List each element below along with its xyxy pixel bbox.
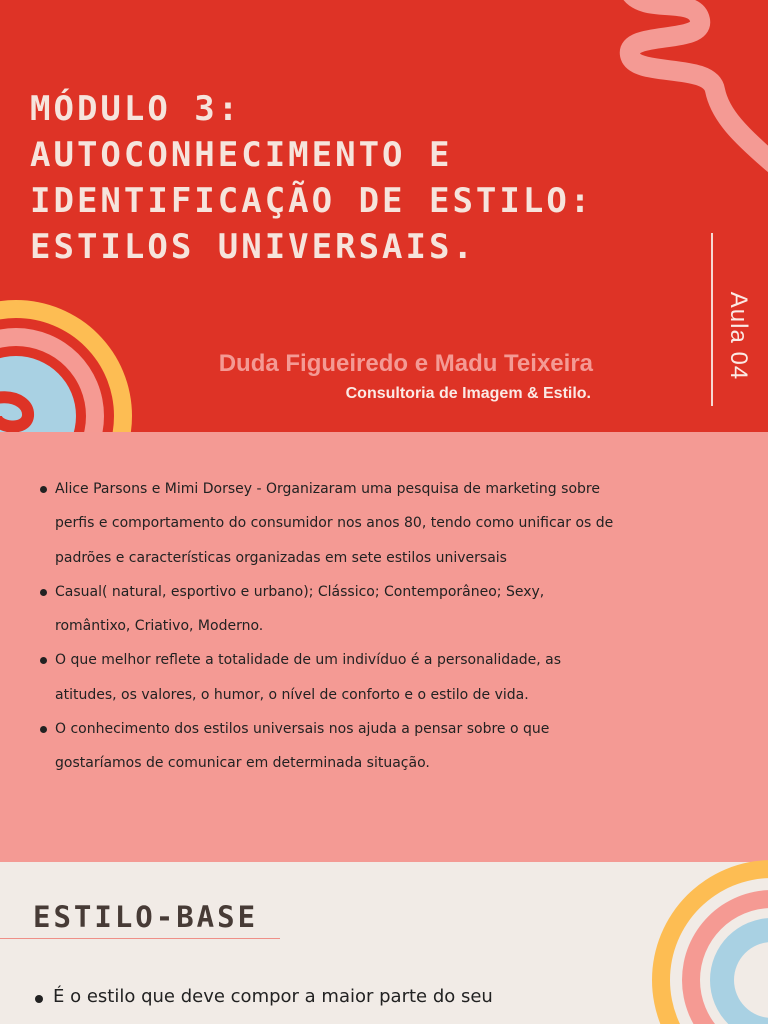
rainbow-decoration-right [652,860,768,1024]
estilo-base-list [34,986,493,1007]
vertical-divider [711,233,713,406]
page-title [30,86,670,270]
title-line: IDENTIFICAÇÃO DE ESTILO: [30,181,594,221]
subtitle: Consultoria de Imagem & Estilo. [345,385,591,402]
list-item: O que melhor reflete a totalidade de um indivíduo é a personalidade, as atitudes, os valores, o humor, o nível de conforto e o estilo de vida. [38,643,618,712]
title-line: MÓDULO 3: [30,89,242,129]
title-underline [0,938,280,939]
bullet-list [38,472,618,781]
rainbow-decoration-left [0,300,132,432]
section-title: ESTILO-BASE [33,900,259,934]
authors-name: Duda Figueiredo e Madu Teixeira [218,350,593,377]
list-item: O conhecimento dos estilos universais nos ajuda a pensar sobre o que gostaríamos de comunicar em determinada situação. [38,712,618,781]
content-panel [0,432,768,862]
list-item: É o estilo que deve compor a maior parte do seu [34,986,493,1007]
list-item: Alice Parsons e Mimi Dorsey - Organizaram uma pesquisa de marketing sobre perfis e comportamento do consumidor nos anos 80, tendo como unificar os de padrões e características organizadas em sete estilos universais [38,472,618,575]
title-line: ESTILOS UNIVERSAIS. [30,227,476,267]
lesson-label: Aula 04 [725,291,752,381]
list-item: Casual( natural, esportivo e urbano); Clássico; Contemporâneo; Sexy, romântixo, Criativo, Moderno. [38,575,618,644]
header-panel [0,0,768,432]
title-line: AUTOCONHECIMENTO E [30,135,453,175]
